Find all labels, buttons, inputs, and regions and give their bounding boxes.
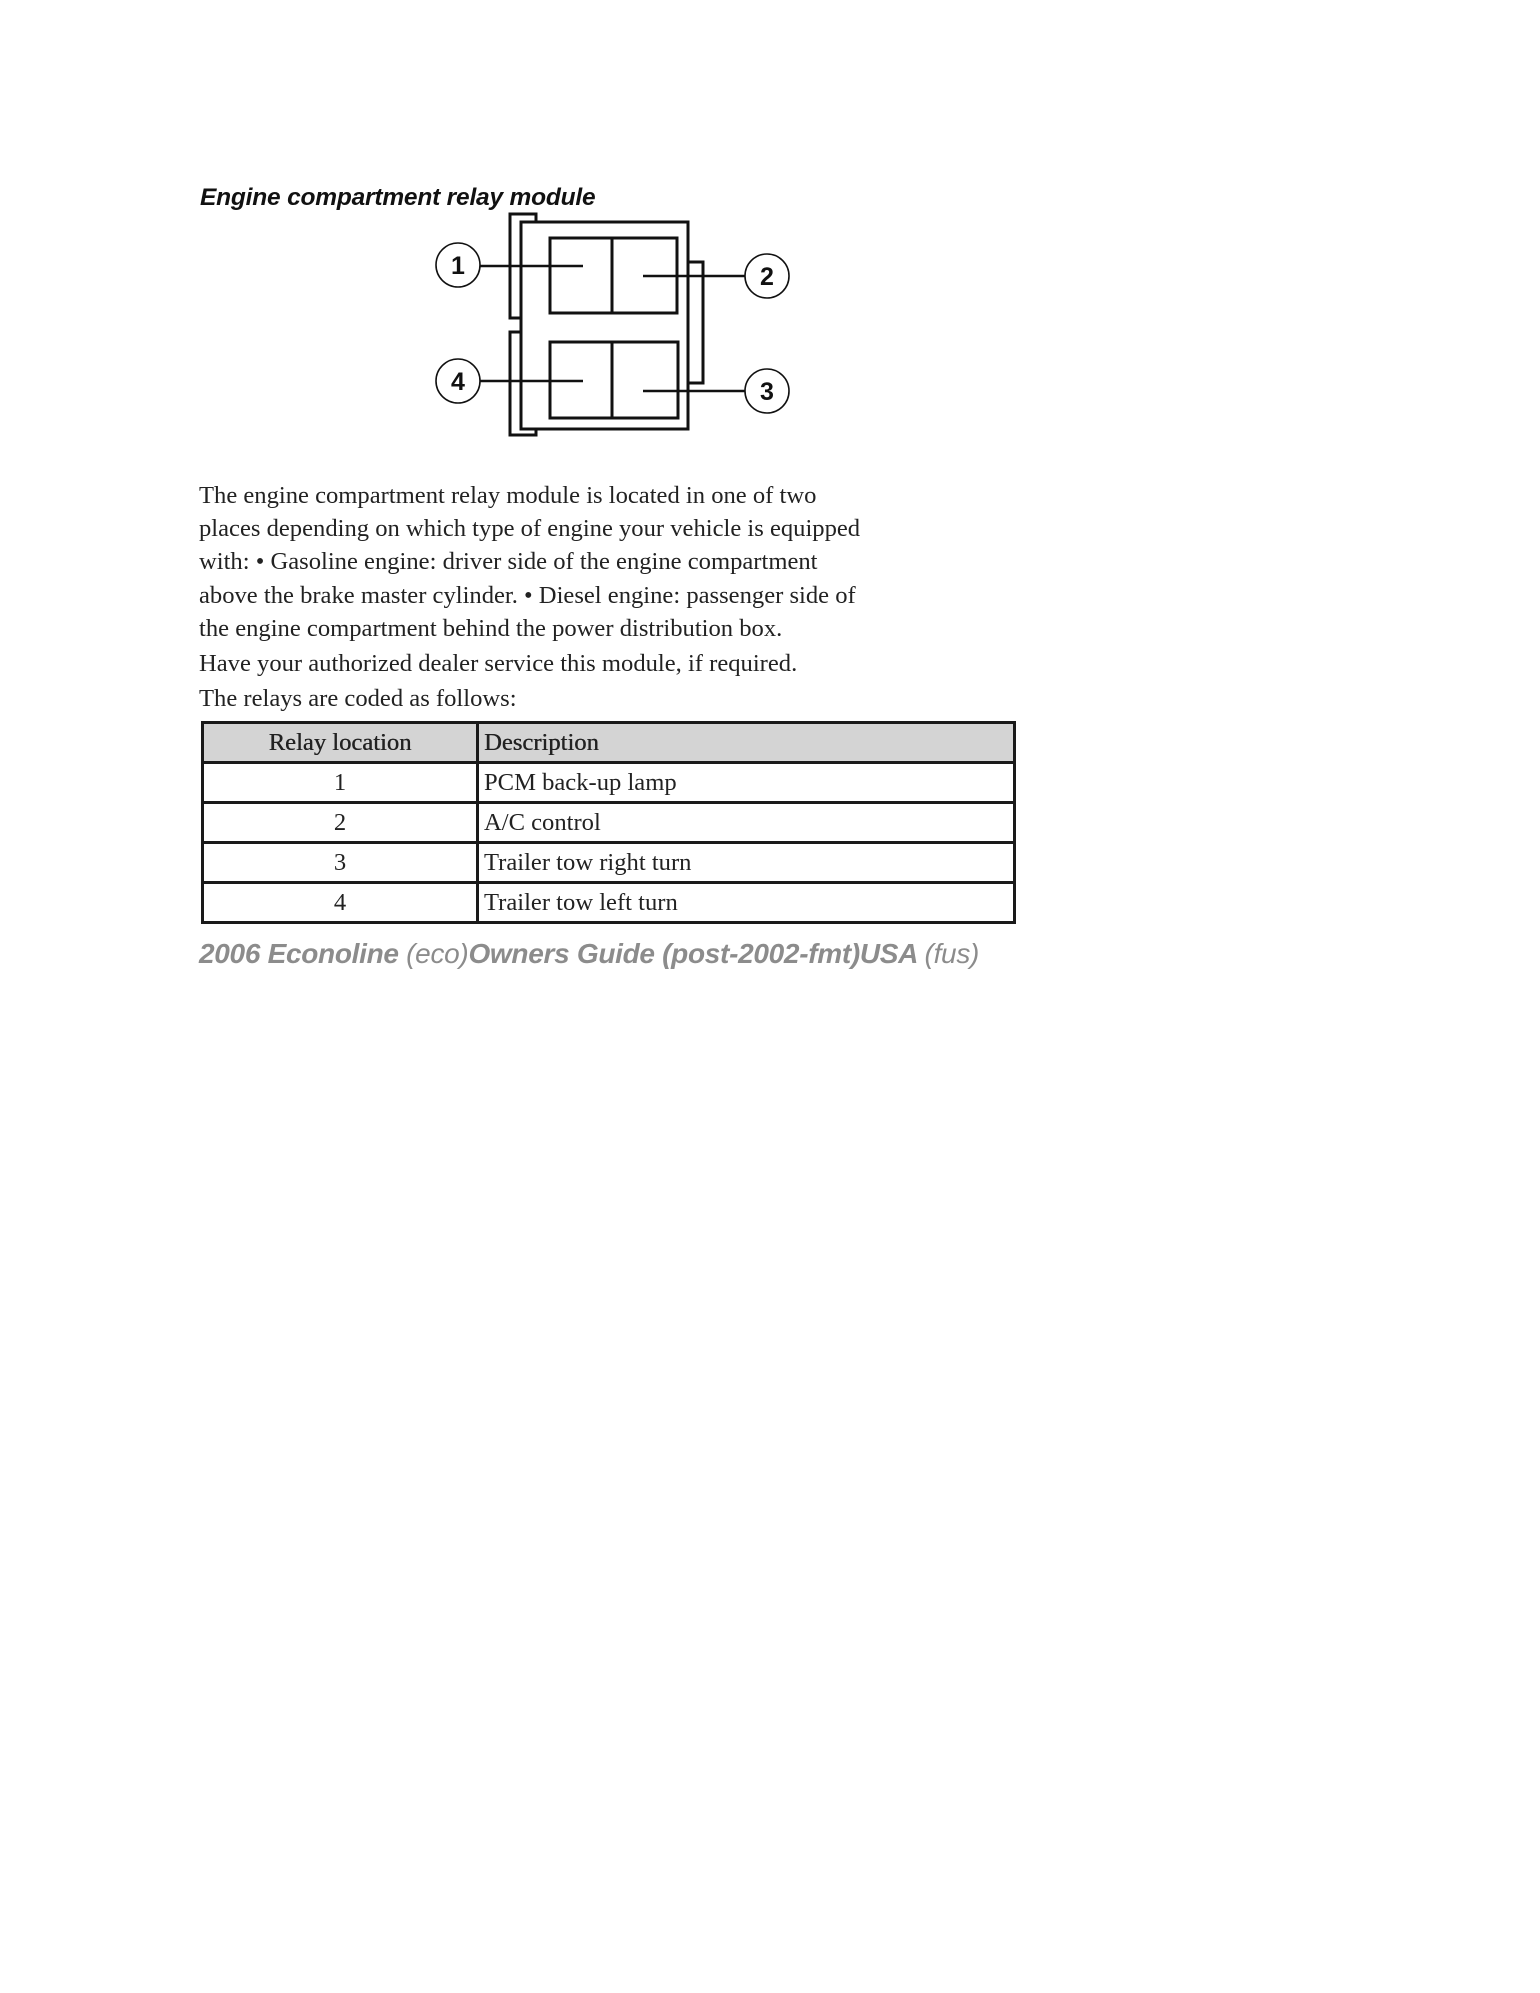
footer-title: 2006 Econoline <box>199 938 407 969</box>
document-footer <box>199 937 979 971</box>
cell-location: 4 <box>203 883 478 923</box>
callout-label-1: 1 <box>451 252 465 280</box>
table-header-row <box>203 723 1015 763</box>
table-row <box>203 803 1015 843</box>
table-row <box>203 763 1015 803</box>
relay-table <box>201 721 1016 924</box>
cell-description: Trailer tow left turn <box>478 883 1015 923</box>
cell-description: A/C control <box>478 803 1015 843</box>
header-description: Description <box>478 723 1015 763</box>
relay-module-diagram <box>420 205 800 445</box>
callout-3 <box>745 369 789 413</box>
callout-label-3: 3 <box>760 378 774 406</box>
callout-1 <box>436 243 480 287</box>
callout-4 <box>436 359 480 403</box>
intro-paragraph: The relays are coded as follows: <box>199 685 517 712</box>
section-heading: Engine compartment relay module <box>200 184 596 211</box>
location-line: the engine compartment behind the power distribution box. <box>199 614 783 642</box>
table-row <box>203 843 1015 883</box>
header-relay-location: Relay location <box>203 723 478 763</box>
callout-label-4: 4 <box>451 368 465 396</box>
location-line: places depending on which type of engine your vehicle is equipped <box>199 515 861 543</box>
location-line: The engine compartment relay module is located in one of two <box>199 482 817 509</box>
footer-guide: Owners Guide (post-2002-fmt)USA <box>468 938 925 969</box>
cell-location: 2 <box>203 803 478 843</box>
footer-code: (eco) <box>406 938 469 969</box>
callout-2 <box>745 254 789 298</box>
service-paragraph: Have your authorized dealer service this module, if required. <box>199 650 798 677</box>
location-line: with: • Gasoline engine: driver side of the engine compartment <box>199 548 818 576</box>
callout-label-2: 2 <box>760 263 774 291</box>
location-line: above the brake master cylinder. • Diesel engine: passenger side of <box>199 581 856 609</box>
cell-location: 3 <box>203 843 478 883</box>
relay-module-svg <box>420 205 800 445</box>
cell-description: Trailer tow right turn <box>478 843 1015 883</box>
location-paragraph <box>199 479 860 645</box>
cell-description: PCM back-up lamp <box>478 763 1015 803</box>
table-row <box>203 883 1015 923</box>
footer-market: (fus) <box>924 938 980 969</box>
cell-location: 1 <box>203 763 478 803</box>
